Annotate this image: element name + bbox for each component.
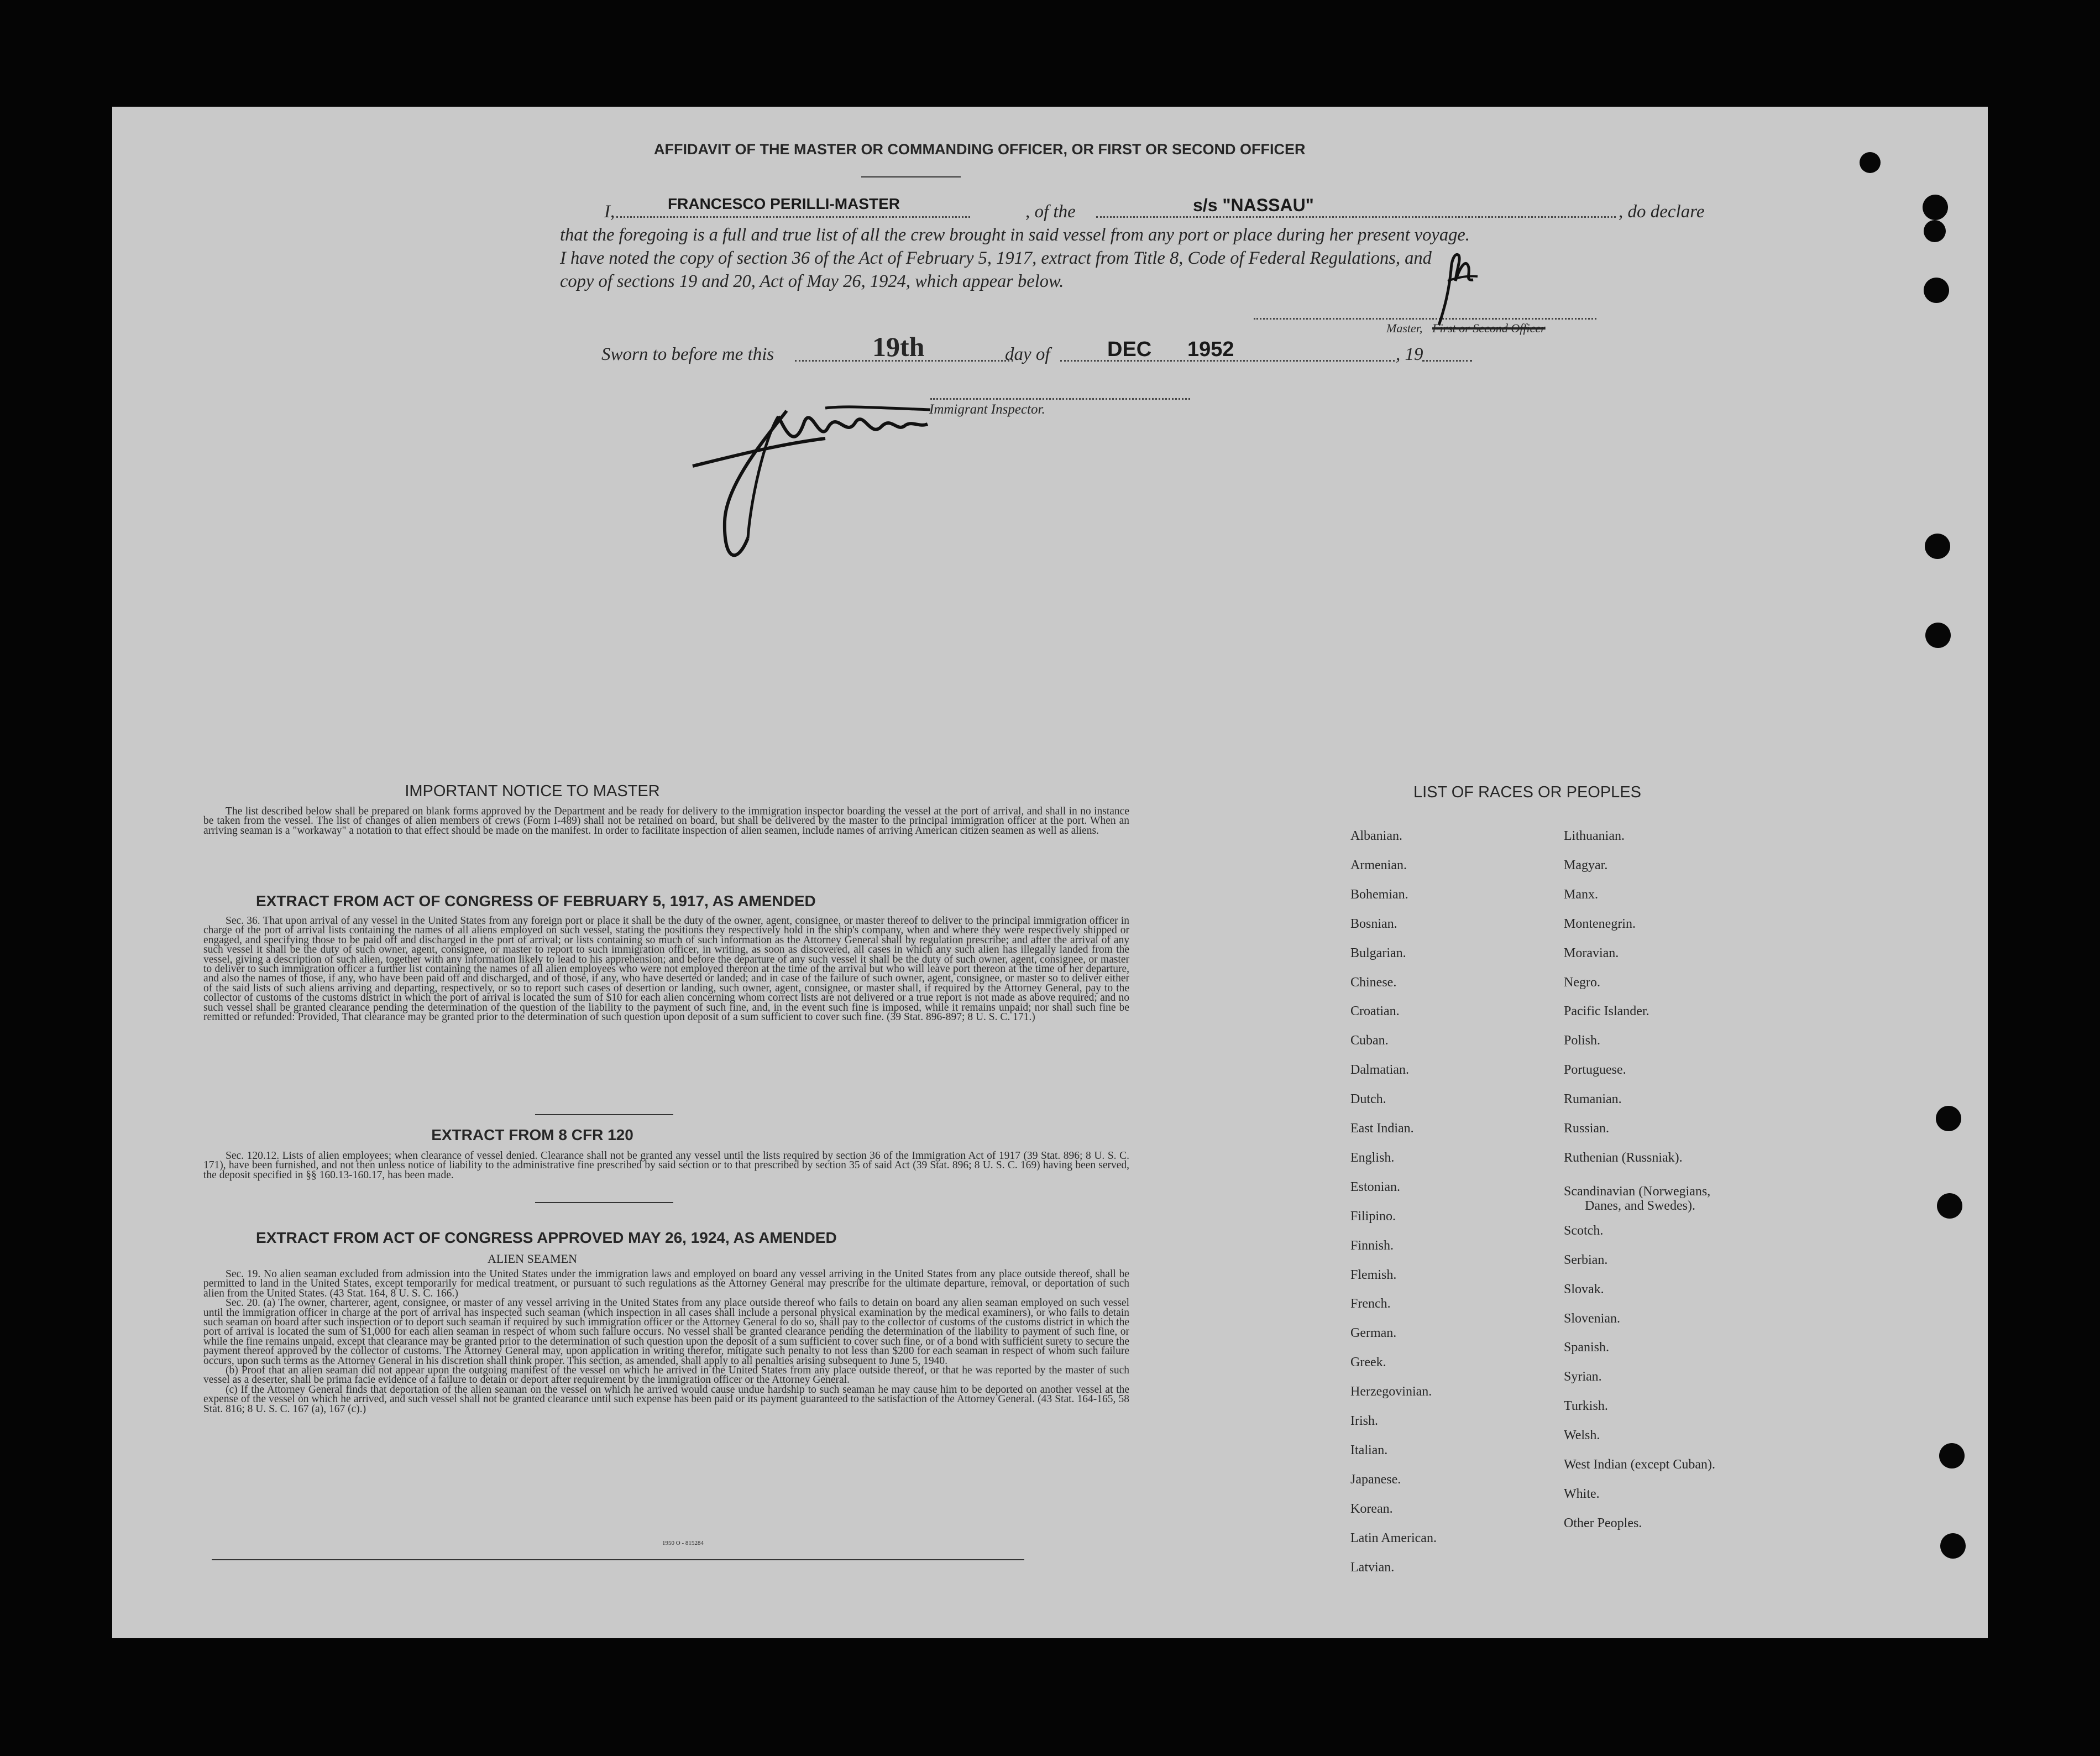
race-item: Slovenian. bbox=[1564, 1311, 1620, 1326]
sworn-month: DEC bbox=[1107, 338, 1152, 361]
punch-hole bbox=[1937, 1193, 1962, 1219]
race-item: Welsh. bbox=[1564, 1428, 1600, 1443]
sworn-year: 1952 bbox=[1187, 338, 1234, 361]
race-item: Croatian. bbox=[1350, 1004, 1400, 1018]
vessel-blank bbox=[1096, 216, 1616, 218]
race-item: Other Peoples. bbox=[1564, 1516, 1642, 1530]
sec120-paragraph: Sec. 120.12. Lists of alien employees; when clearance of vessel denied. Clearance shall not be granted any vessel until the lists required by section 36 of the Immigration Act of 1917 (39 Stat. 896; 8 U. S. C. 171), have been furnished, and not then unless notice of liability to the administrative fine prescribed by said section or to that prescribed by section 35 of said Act (39 Stat. 896; 8 U. S. C. 169) having been served, the deposit specified in §§ 160.13-160.17, has been made. bbox=[203, 1150, 1129, 1181]
race-item: Italian. bbox=[1350, 1443, 1388, 1457]
notice-body bbox=[203, 807, 1129, 835]
race-item: Dutch. bbox=[1350, 1092, 1386, 1106]
punch-hole bbox=[1939, 1443, 1965, 1468]
declarant-name: FRANCESCO PERILLI-MASTER bbox=[668, 195, 900, 212]
print-code: 1950 O - 815284 bbox=[662, 1540, 704, 1546]
punch-hole bbox=[1936, 1106, 1961, 1131]
year-blank bbox=[1422, 360, 1472, 362]
sec20b-paragraph: (b) Proof that an alien seaman did not appear upon the outgoing manifest of the vessel on which he arrived in the United States from any place outside thereof, or that he was reported by the master of such vessel as a deserter, shall be prima facie evidence of a failure to detain or deport after requirement by the immigration officer or the Attorney General. bbox=[203, 1365, 1129, 1386]
inspector-label: Immigrant Inspector. bbox=[929, 402, 1045, 417]
act1924-rule bbox=[535, 1202, 673, 1203]
affidavit-line3: I have noted the copy of section 36 of the Act of February 5, 1917, extract from Title 8, Code of Federal Regulations, and bbox=[560, 248, 1432, 268]
sec20c-paragraph: (c) If the Attorney General finds that deportation of the alien seaman on the vessel on which he arrived would cause undue hardship to such seaman he may cause him to be deported on another vessel at the expense of the vessel on which he arrived, and such vessel shall not be granted clearance until such expense has been paid or its payment guaranteed to the satisfaction of the Attorney General. (43 Stat. 164-165, 58 Stat. 816; 8 U. S. C. 167 (a), 167 (c).) bbox=[203, 1383, 1129, 1415]
punch-hole bbox=[1940, 1533, 1966, 1559]
affidavit-line1-prefix: I, bbox=[604, 202, 615, 222]
race-item: Latvian. bbox=[1350, 1560, 1395, 1575]
races-title: LIST OF RACES OR PEOPLES bbox=[1413, 783, 1642, 801]
race-item: West Indian (except Cuban). bbox=[1564, 1457, 1715, 1472]
race-item: Filipino. bbox=[1350, 1209, 1396, 1224]
punch-hole bbox=[1860, 152, 1881, 173]
alien-seamen-subtitle: ALIEN SEAMEN bbox=[488, 1252, 577, 1266]
declarant-blank bbox=[616, 216, 970, 218]
race-item: Montenegrin. bbox=[1564, 917, 1636, 931]
bottom-rule bbox=[212, 1559, 1024, 1560]
title-rule bbox=[861, 176, 961, 177]
cfr-rule bbox=[535, 1114, 673, 1115]
extract-cfr-body bbox=[203, 1151, 1129, 1180]
race-item: Moravian. bbox=[1564, 946, 1619, 960]
race-item: Magyar. bbox=[1564, 858, 1608, 872]
race-item: French. bbox=[1350, 1297, 1391, 1311]
race-item: Negro. bbox=[1564, 975, 1600, 990]
race-item: Spanish. bbox=[1564, 1340, 1610, 1355]
race-item: Japanese. bbox=[1350, 1472, 1401, 1487]
document-sheet bbox=[112, 107, 1988, 1638]
affidavit-line2: that the foregoing is a full and true list of all the crew brought in said vessel from any port or place during her present voyage. bbox=[560, 225, 1470, 245]
punch-hole bbox=[1923, 195, 1948, 220]
race-item: Rumanian. bbox=[1564, 1092, 1622, 1106]
race-item: Latin American. bbox=[1350, 1531, 1437, 1545]
race-item: Lithuanian. bbox=[1564, 829, 1625, 843]
extract-1917-body bbox=[203, 916, 1129, 1022]
extract-1924-title: EXTRACT FROM ACT OF CONGRESS APPROVED MAY 26, 1924, AS AMENDED bbox=[256, 1229, 837, 1246]
race-item: Herzegovinian. bbox=[1350, 1384, 1432, 1399]
race-item: Slovak. bbox=[1564, 1282, 1604, 1297]
race-item: Ruthenian (Russniak). bbox=[1564, 1151, 1683, 1165]
vessel-name: s/s "NASSAU" bbox=[1193, 195, 1314, 215]
race-item: Portuguese. bbox=[1564, 1063, 1626, 1077]
sworn-year-prefix: , 19 bbox=[1396, 344, 1423, 364]
extract-1924-body bbox=[203, 1269, 1129, 1414]
race-item: Greek. bbox=[1350, 1355, 1386, 1370]
race-item: Bosnian. bbox=[1350, 917, 1397, 931]
race-item: Syrian. bbox=[1564, 1370, 1602, 1384]
affidavit-line1-suffix: , do declare bbox=[1619, 202, 1705, 222]
notice-title: IMPORTANT NOTICE TO MASTER bbox=[405, 782, 660, 800]
race-item: Armenian. bbox=[1350, 858, 1407, 872]
race-item: English. bbox=[1350, 1151, 1395, 1165]
race-item: Serbian. bbox=[1564, 1253, 1608, 1267]
punch-hole bbox=[1925, 534, 1950, 559]
race-item: Chinese. bbox=[1350, 975, 1397, 990]
affidavit-title: AFFIDAVIT OF THE MASTER OR COMMANDING OFFICER, OR FIRST OR SECOND OFFICER bbox=[654, 141, 1306, 158]
punch-hole bbox=[1924, 278, 1949, 303]
race-item: Finnish. bbox=[1350, 1238, 1394, 1253]
master-signature bbox=[1422, 248, 1483, 331]
race-item: Danes, and Swedes). bbox=[1585, 1199, 1695, 1213]
race-item: German. bbox=[1350, 1326, 1397, 1340]
affidavit-line1-middle: , of the bbox=[1025, 202, 1076, 222]
race-item: Dalmatian. bbox=[1350, 1063, 1409, 1077]
race-item: White. bbox=[1564, 1487, 1600, 1501]
race-item: Pacific Islander. bbox=[1564, 1004, 1649, 1018]
master-label: Master, bbox=[1386, 321, 1423, 335]
race-item: Russian. bbox=[1564, 1121, 1610, 1136]
race-item: Irish. bbox=[1350, 1414, 1378, 1428]
sworn-day: 19th bbox=[872, 331, 925, 362]
extract-cfr-title: EXTRACT FROM 8 CFR 120 bbox=[431, 1126, 633, 1143]
race-item: Polish. bbox=[1564, 1033, 1601, 1048]
master-struck-text: First or Second Officer bbox=[1432, 321, 1546, 335]
race-item: Korean. bbox=[1350, 1502, 1393, 1516]
race-item: Bulgarian. bbox=[1350, 946, 1406, 960]
punch-hole bbox=[1925, 623, 1951, 648]
sworn-prefix: Sworn to before me this bbox=[601, 344, 774, 364]
notice-paragraph: The list described below shall be prepared on blank forms approved by the Department and be ready for delivery to the immigration inspector boarding the vessel at the port of arrival, and shall in no instance be taken from the vessel. The list of changes of alien members of crews (Form I-489) shall not be retained on board, but shall be delivered by the master to the principal immigration officer at the port. When an arriving seaman is a "workaway" a notation to that effect should be made on the manifest. In order to facilitate inspection of alien seamen, include names of arriving American citizen seamen as well as aliens. bbox=[203, 806, 1129, 837]
race-item: Albanian. bbox=[1350, 829, 1402, 843]
race-item: Cuban. bbox=[1350, 1033, 1389, 1048]
affidavit-line4: copy of sections 19 and 20, Act of May 26, 1924, which appear below. bbox=[560, 271, 1064, 291]
race-item: Scotch. bbox=[1564, 1224, 1604, 1238]
race-item: Flemish. bbox=[1350, 1268, 1397, 1282]
sworn-day-of: day of bbox=[1005, 344, 1050, 364]
inspector-signature-line bbox=[930, 398, 1190, 400]
race-item: Estonian. bbox=[1350, 1180, 1400, 1194]
sec36-paragraph: Sec. 36. That upon arrival of any vessel in the United States from any foreign port or place it shall be the duty of the owner, agent, consignee, or master thereof to deliver to the principal immigration officer in charge of the port of arrival lists containing the names of all aliens employed on such vessel, stating the positions they respectively hold in the ship's company, when and where they were respectively shipped or engaged, and specifying those to be paid off and discharged in the port of arrival; or lists containing so much of such information as the Attorney General shall by regulation prescribe; and after the arrival of any such vessel it shall be the duty of such owner, agent, consignee, or master to report to such immigration officer, in writing, as soon as discovered, all cases in which any such alien has illegally landed from the vessel, giving a description of such alien, together with any information likely to lead to his apprehension; and before the departure of any such vessel it shall be the duty of such owner, agent, consignee, or master to deliver to such immigration officer a further list containing the names of all alien employees who were not employed thereon at the time of the arrival but who will leave port thereon at the time of her departure, and also the names of those, if any, who have been paid off and discharged, and of those, if any, who have deserted or landed; and in case of the failure of such owner, agent, consignee, or master so to deliver either of the said lists of such aliens arriving and departing, respectively, or so to report such cases of desertion or landing, such owner, agent, consignee, or master shall, if required by the Attorney General, pay to the collector of customs of the customs district in which the port of arrival is located the sum of $10 for each alien concerning whom correct lists are not delivered or a true report is not made as above required; and no such vessel shall be granted clearance pending the determination of the question of the liability to the payment of such fine, and, in the event such fine is imposed, while it remains unpaid; nor shall such fine be remitted or refunded: Provided, That clearance may be granted prior to the determination of such question upon deposit of a sum sufficient to cover such fine. (39 Stat. 896-897; 8 U. S. C. 171.) bbox=[203, 915, 1129, 1023]
inspector-signature bbox=[659, 356, 991, 582]
race-item: Turkish. bbox=[1564, 1399, 1608, 1413]
race-item: East Indian. bbox=[1350, 1121, 1414, 1136]
race-item: Manx. bbox=[1564, 887, 1598, 902]
sec19-paragraph: Sec. 19. No alien seaman excluded from admission into the United States under the immigration laws and employed on board any vessel arriving in the United States from any place outside thereof, shall be permitted to land in the United States, except temporarily for medical treatment, or pursuant to such regulations as the Attorney General may prescribe for the ultimate departure, removal, or deportation of such alien from the United States. (43 Stat. 164, 8 U. S. C. 166.) bbox=[203, 1268, 1129, 1299]
race-item: Bohemian. bbox=[1350, 887, 1408, 902]
sec20a-paragraph: Sec. 20. (a) The owner, charterer, agent, consignee, or master of any vessel arriving in the United States from any place outside thereof who fails to detain on board any alien seaman employed on such vessel until the immigration officer in charge at the port of arrival has inspected such seaman (which inspection in all cases shall include a personal physical examination by the medical examiners), or who fails to detain such seaman on board after such inspection or to deport such seaman if required by such immigration officer or the Attorney General to do so, shall pay to the collector of customs of the customs district in which the port of arrival is located the sum of $1,000 for each alien seaman in respect of whom such failure occurs. No vessel shall be granted clearance pending the determination of the liability to payment of such fine, or while the fine remains unpaid, except that clearance may be granted prior to the determination of such question upon the deposit of a sum sufficient to cover such fine, or of a bond with sufficient surety to secure the payment thereof approved by the collector of customs. The Attorney General may, upon application in writing therefor, mitigate such penalty to not less than $200 for each seaman in respect of whom such failure occurs, upon such terms as the Attorney General in his discretion shall think proper. This section, as amended, shall apply to all penalties arising subsequent to June 5, 1940. bbox=[203, 1297, 1129, 1367]
extract-1917-title: EXTRACT FROM ACT OF CONGRESS OF FEBRUARY 5, 1917, AS AMENDED bbox=[256, 892, 816, 910]
punch-hole bbox=[1924, 220, 1946, 242]
race-item: Scandinavian (Norwegians, bbox=[1564, 1184, 1711, 1199]
